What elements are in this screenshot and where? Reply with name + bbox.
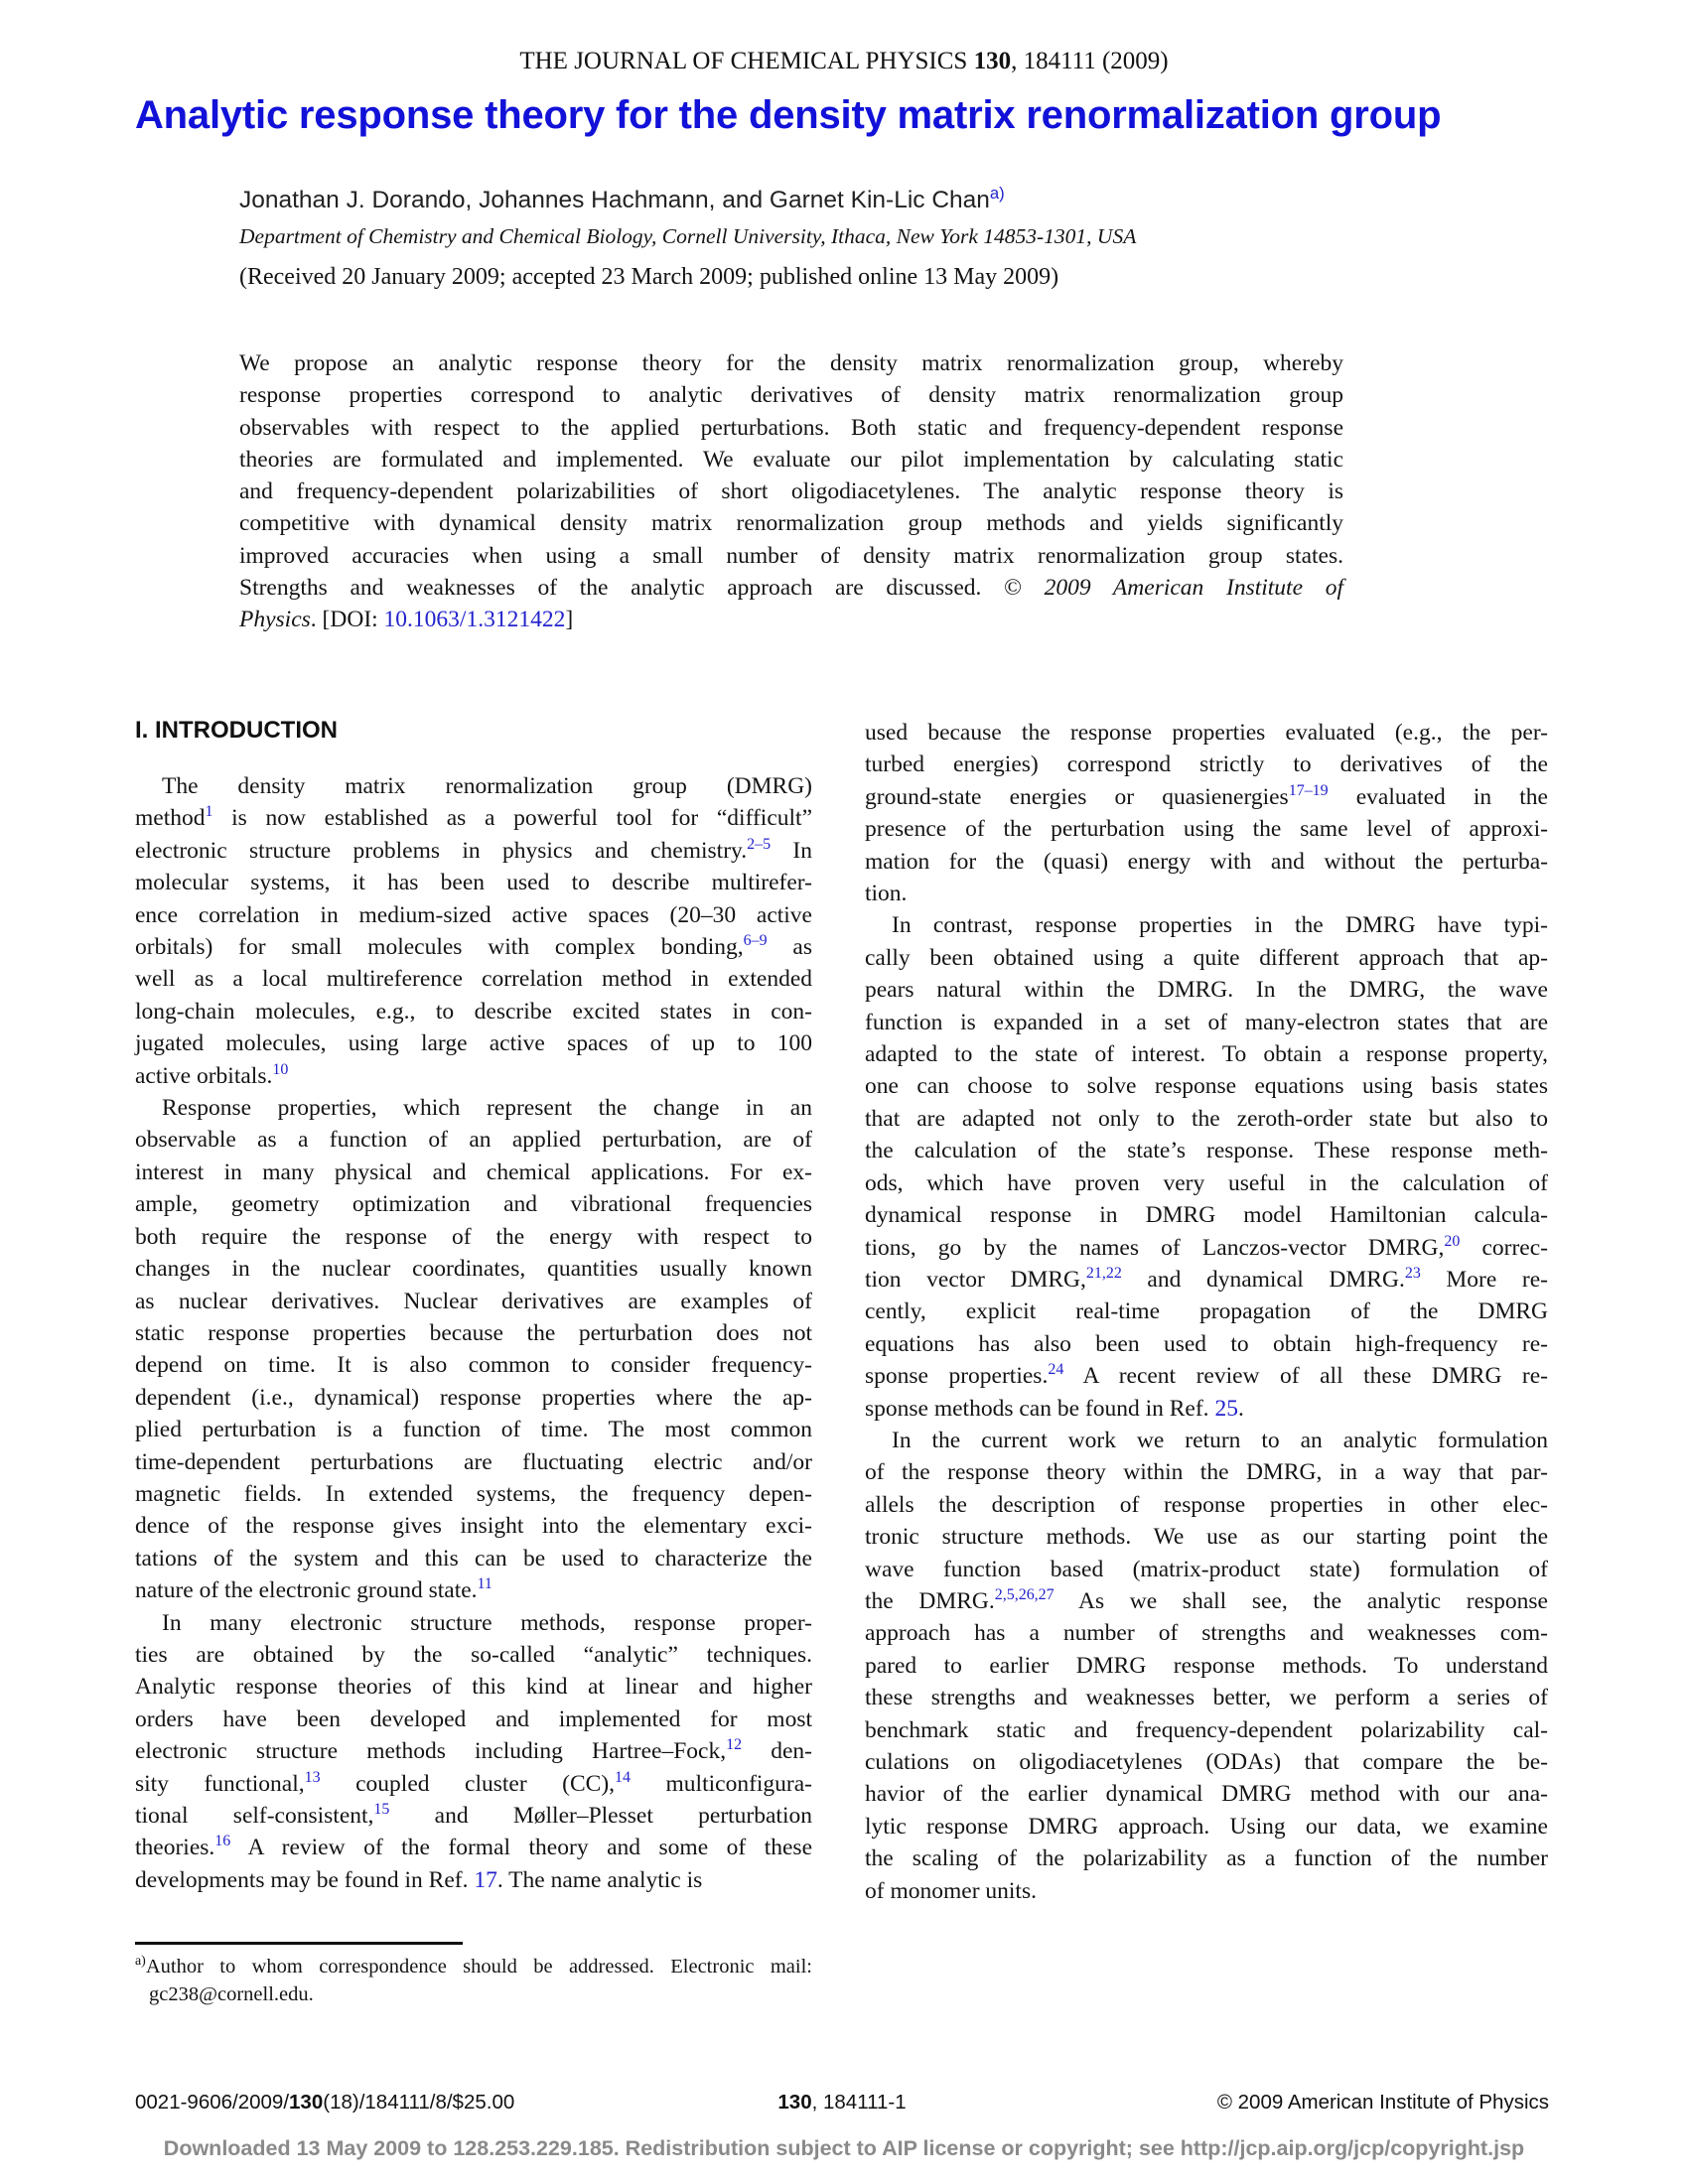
citation-link[interactable]: 25 <box>1214 1395 1238 1422</box>
text-line: tion. <box>865 881 908 907</box>
text-line: sity functional,$^{13}$ coupled cluster (CC),$^{14}$ multiconfigura- <box>135 1768 813 1797</box>
reference-superscript[interactable]: 15 <box>373 1801 390 1819</box>
text-line: tions, go by the names of Lanczos-vector DMRG,$^{20}$ correc- <box>865 1232 1548 1261</box>
text-line: active orbitals.$^{10}$ <box>135 1060 289 1089</box>
text-line: ence correlation in medium-sized active spaces (20–30 active <box>135 901 812 928</box>
text-line: the scaling of the polarizability as a function of the number <box>865 1845 1548 1872</box>
text-line: tional self-consistent,$^{15}$ and Møller–Plesset perturbation <box>135 1801 812 1829</box>
right-column <box>865 717 1548 1907</box>
reference-superscript[interactable]: 2,5,26,27 <box>994 1586 1055 1604</box>
text-line: sponse methods can be found in Ref. 25. <box>865 1395 1244 1422</box>
text-line: response properties correspond to analytic derivatives of density matrix renormalization group <box>239 382 1343 409</box>
reference-superscript[interactable]: 16 <box>214 1833 231 1850</box>
text-line: Strengths and weaknesses of the analytic approach are discussed. © 2009 American Institute of <box>239 575 1343 602</box>
text-line: dence of the response gives insight into the elementary exci- <box>135 1513 812 1540</box>
footer-page-number: 130, 184111-1 <box>777 2091 907 2114</box>
reference-superscript[interactable]: 24 <box>1048 1361 1064 1379</box>
text-line: mation for the (quasi) energy with and without the perturba- <box>865 848 1548 875</box>
text-line: $^{a)}$Author to whom correspondence should be addressed. Electronic mail: <box>135 1954 812 1979</box>
text-line: Analytic response theories of this kind at linear and higher <box>135 1674 812 1701</box>
text-line: gc238@cornell.edu. <box>149 1982 314 2005</box>
article-title: Analytic response theory for the density matrix renormalization group <box>135 93 1442 137</box>
text-line: cently, explicit real-time propagation of the DMRG <box>865 1298 1548 1325</box>
citation-link[interactable]: 17 <box>474 1866 497 1893</box>
author-list: Jonathan J. Dorando, Johannes Hachmann, and Garnet Kin-Lic Chan$^{a)}$ <box>239 183 1005 213</box>
left-column <box>135 717 812 2008</box>
text-line: dynamical response in DMRG model Hamiltonian calcula- <box>865 1202 1548 1229</box>
text-line: of the response theory within the DMRG, in a way that par- <box>865 1459 1548 1486</box>
reference-superscript[interactable]: 2–5 <box>747 835 772 853</box>
text-line: tion vector DMRG,$^{21,22}$ and dynamical DMRG.$^{23}$ More re- <box>865 1265 1548 1293</box>
reference-superscript[interactable]: 6–9 <box>743 932 768 950</box>
text-line: molecular systems, it has been used to describe multirefer- <box>135 870 812 896</box>
text-line: tations of the system and this can be used to characterize the <box>135 1545 812 1571</box>
text-line: magnetic fields. In extended systems, the frequency depen- <box>135 1480 812 1507</box>
text-line: nature of the electronic ground state.$^{11}$ <box>135 1575 492 1604</box>
correspondence-footnote <box>135 1954 812 2008</box>
text-line: lytic response DMRG approach. Using our data, we examine <box>865 1813 1548 1840</box>
footer-copyright: © 2009 American Institute of Physics <box>1216 2091 1549 2114</box>
text-line: theories.$^{16}$ A review of the formal theory and some of these <box>135 1833 812 1861</box>
text-line: In the current work we return to an analytic formulation <box>892 1427 1548 1453</box>
affiliation: Department of Chemistry and Chemical Biology, Cornell University, Ithaca, New York 14853-1301, USA <box>239 224 1137 248</box>
text-line: the calculation of the state’s response. These response meth- <box>865 1138 1548 1164</box>
text-line: depend on time. It is also common to consider frequency- <box>135 1352 812 1379</box>
text-line: orders have been developed and implemented for most <box>135 1706 812 1732</box>
text-line: and frequency-dependent polarizabilities of short oligodiacetylenes. The analytic response theory is <box>239 478 1343 505</box>
text-line: In contrast, response properties in the DMRG have typi- <box>892 912 1548 939</box>
paragraph <box>865 717 1548 909</box>
text-line: improved accuracies when using a small number of density matrix renormalization group states. <box>239 542 1343 569</box>
reference-superscript[interactable]: 1 <box>205 803 213 821</box>
text-line: static response properties because the perturbation does not <box>135 1319 812 1346</box>
text-line: cally been obtained using a quite different approach that ap- <box>865 944 1548 971</box>
text-line: benchmark static and frequency-dependent polarizability cal- <box>865 1716 1548 1743</box>
text-line: adapted to the state of interest. To obtain a response property, <box>865 1041 1548 1068</box>
text-line: ods, which have proven very useful in the calculation of <box>865 1169 1548 1196</box>
text-line: method$^1$ is now established as a powerful tool for “difficult” <box>135 803 812 832</box>
text-line: In many electronic structure methods, response proper- <box>162 1609 812 1636</box>
text-line: observable as a function of an applied perturbation, are of <box>135 1127 812 1154</box>
text-line: electronic structure problems in physics and chemistry.$^{2-5}$ In <box>135 835 812 864</box>
text-line: the DMRG.$^{2,5,26,27}$ As we shall see, the analytic response <box>865 1586 1548 1614</box>
reference-superscript[interactable]: 23 <box>1404 1265 1421 1283</box>
text-line: culations on oligodiacetylenes (ODAs) that compare the be- <box>865 1749 1548 1775</box>
text-line: function is expanded in a set of many-electron states that are <box>865 1009 1548 1035</box>
text-line: havior of the earlier dynamical DMRG method with our ana- <box>865 1781 1548 1808</box>
citation-link[interactable]: 10.1063/1.3121422 <box>383 607 566 633</box>
paragraph <box>865 1425 1548 1907</box>
text-line: approach has a number of strengths and weaknesses com- <box>865 1620 1548 1647</box>
text-line: interest in many physical and chemical applications. For ex- <box>135 1159 812 1185</box>
text-line: orbitals) for small molecules with complex bonding,$^{6-9}$ as <box>135 932 812 961</box>
text-line: pears natural within the DMRG. In the DMRG, the wave <box>865 977 1548 1004</box>
text-line: turbed energies) correspond strictly to derivatives of the <box>865 751 1548 778</box>
footnote-rule <box>135 1942 463 1945</box>
text-line: We propose an analytic response theory for the density matrix renormalization group, whereby <box>239 350 1343 376</box>
text-line: observables with respect to the applied perturbations. Both static and frequency-dependent response <box>239 414 1343 441</box>
text-line: sponse properties.$^{24}$ A recent review of all these DMRG re- <box>865 1361 1549 1390</box>
footer-issn-price: 0021-9606/2009/130(18)/184111/8/$25.00 <box>135 2091 515 2114</box>
reference-superscript[interactable]: 17–19 <box>1288 781 1329 799</box>
paragraph <box>865 909 1548 1425</box>
text-line: developments may be found in Ref. 17. The name analytic is <box>135 1866 703 1893</box>
text-line: both require the response of the energy with respect to <box>135 1223 812 1250</box>
text-line: electronic structure methods including Hartree–Fock,$^{12}$ den- <box>135 1736 812 1765</box>
text-line: as nuclear derivatives. Nuclear derivatives are examples of <box>135 1288 812 1314</box>
download-notice: Downloaded 13 May 2009 to 128.253.229.185. Redistribution subject to AIP license or copyright; see http://jcp.aip.org/jcp/copyright.jsp <box>163 2136 1525 2160</box>
reference-superscript[interactable]: 11 <box>477 1575 492 1593</box>
reference-superscript[interactable]: 14 <box>615 1768 632 1786</box>
page-footer <box>135 2091 1549 2118</box>
text-line: Response properties, which represent the change in an <box>162 1095 812 1122</box>
text-line: plied perturbation is a function of time. The most common <box>135 1417 812 1443</box>
reference-superscript[interactable]: a) <box>135 1954 146 1970</box>
text-line: one can choose to solve response equations using basis states <box>865 1073 1548 1100</box>
abstract <box>239 347 1343 636</box>
text-line: ample, geometry optimization and vibrational frequencies <box>135 1191 812 1218</box>
reference-superscript[interactable]: 13 <box>304 1768 321 1786</box>
text-line: these strengths and weaknesses better, we perform a series of <box>865 1685 1548 1711</box>
paragraph <box>135 770 812 1092</box>
text-line: well as a local multireference correlation method in extended <box>135 966 812 993</box>
text-line: The density matrix renormalization group (DMRG) <box>162 773 812 799</box>
text-line: used because the response properties evaluated (e.g., the per- <box>865 720 1548 746</box>
text-line: wave function based (matrix-product state) formulation of <box>865 1556 1548 1582</box>
text-line: competitive with dynamical density matrix renormalization group methods and yields significantly <box>239 510 1343 537</box>
text-line: allels the description of response properties in other elec- <box>865 1491 1548 1518</box>
text-line: of monomer units. <box>865 1877 1037 1904</box>
text-line: ties are obtained by the so-called “analytic” techniques. <box>135 1641 812 1668</box>
introduction-left-text <box>135 770 812 1896</box>
reference-superscript[interactable]: 12 <box>726 1736 743 1754</box>
reference-superscript[interactable]: 21,22 <box>1085 1265 1122 1283</box>
received-dates: (Received 20 January 2009; accepted 23 March 2009; published online 13 May 2009) <box>239 264 1059 290</box>
text-line: tronic structure methods. We use as our starting point the <box>865 1524 1548 1551</box>
text-line: equations has also been used to obtain high-frequency re- <box>865 1330 1548 1357</box>
reference-superscript[interactable]: 10 <box>272 1060 289 1078</box>
text-line: Physics. [DOI: 10.1063/1.3121422] <box>239 607 574 633</box>
text-line: ground-state energies or quasienergies$^{17-19}$ evaluated in the <box>865 781 1548 810</box>
text-line: time-dependent perturbations are fluctuating electric and/or <box>135 1448 812 1475</box>
paragraph <box>135 1607 812 1897</box>
text-line: jugated molecules, using large active spaces of up to 100 <box>135 1030 812 1057</box>
text-line: that are adapted not only to the zeroth-order state but also to <box>865 1105 1548 1132</box>
text-line: pared to earlier DMRG response methods. To understand <box>865 1652 1548 1679</box>
paragraph <box>135 1092 812 1607</box>
text-line: presence of the perturbation using the same level of approxi- <box>865 816 1548 843</box>
section-heading-introduction: I. INTRODUCTION <box>135 717 338 744</box>
reference-superscript[interactable]: 20 <box>1444 1232 1461 1250</box>
text-line: changes in the nuclear coordinates, quantities usually known <box>135 1256 812 1283</box>
text-line: dependent (i.e., dynamical) response properties where the ap- <box>135 1384 812 1411</box>
journal-header: THE JOURNAL OF CHEMICAL PHYSICS 130, 184111 (2009) <box>519 48 1169 74</box>
text-line: theories are formulated and implemented. We evaluate our pilot implementation by calculating static <box>239 446 1343 473</box>
reference-superscript[interactable]: a) <box>989 183 1005 203</box>
text-line: long-chain molecules, e.g., to describe excited states in con- <box>135 998 812 1024</box>
